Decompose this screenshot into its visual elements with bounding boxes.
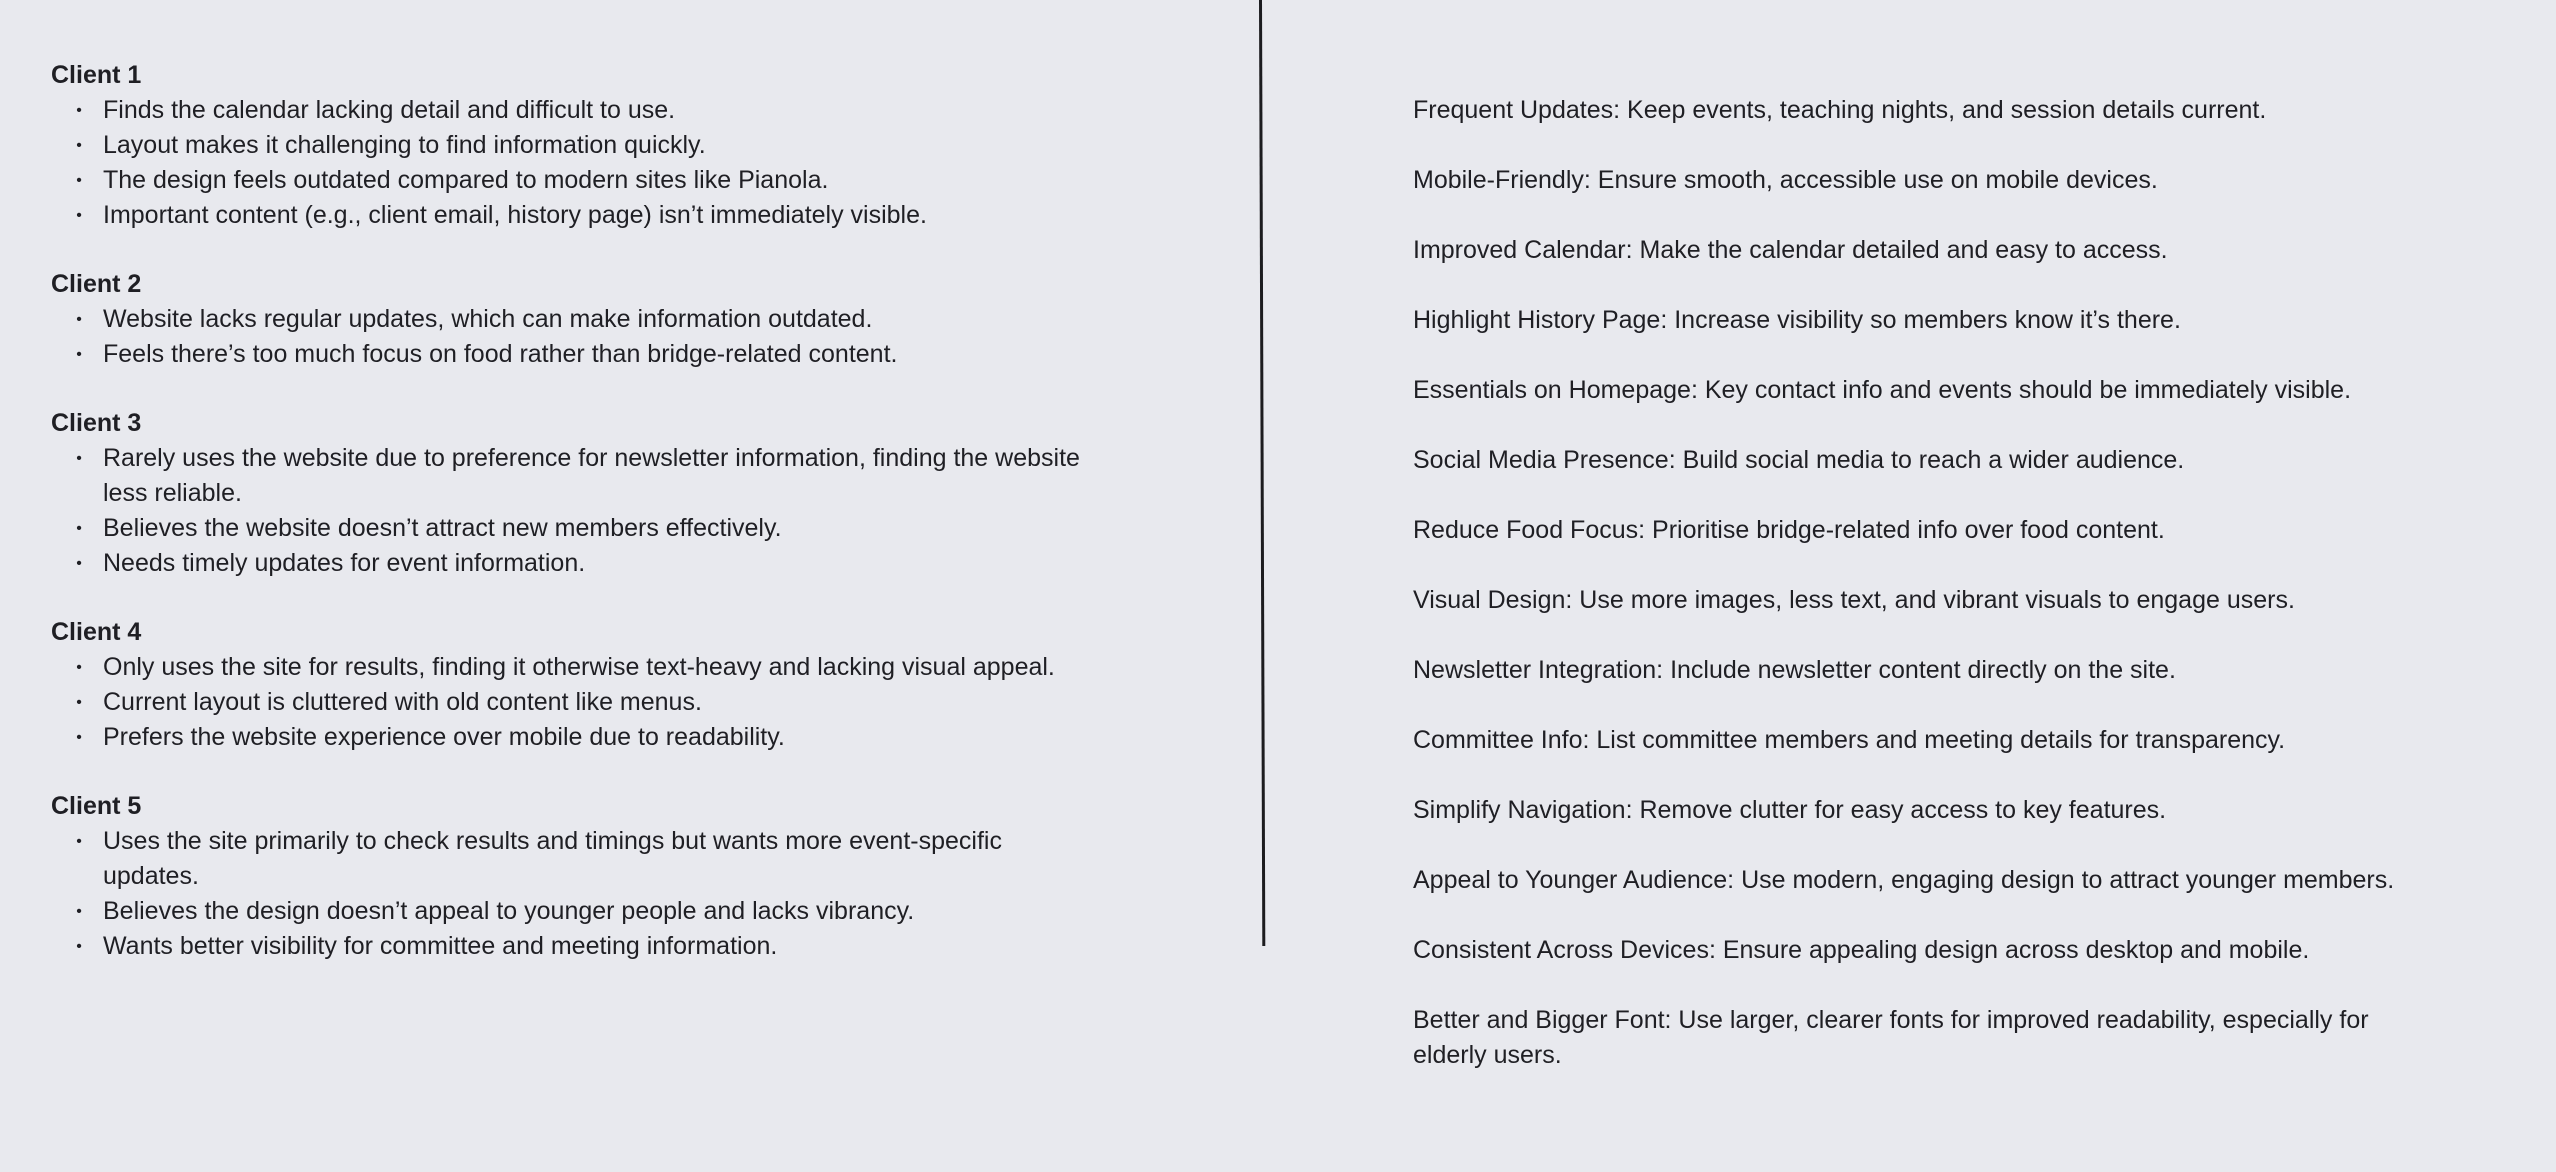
list-item [51, 650, 1091, 685]
client-5-heading: Client 5 [51, 792, 142, 820]
client-5-points [51, 824, 1091, 964]
bullet-icon: • [76, 207, 82, 224]
recommendation-item: Frequent Updates: Keep events, teaching nights, and session details current. [1413, 96, 2267, 124]
list-item [51, 302, 1091, 337]
recommendation-item: Social Media Presence: Build social media to reach a wider audience. [1413, 446, 2185, 474]
recommendation-item: Mobile-Friendly: Ensure smooth, accessible use on mobile devices. [1413, 166, 2158, 194]
point-text: Website lacks regular updates, which can make information outdated. [103, 305, 873, 333]
client-1-points [51, 93, 1091, 233]
point-text: Finds the calendar lacking detail and difficult to use. [103, 96, 676, 124]
recommendation-item: Highlight History Page: Increase visibility so members know it’s there. [1413, 306, 2181, 334]
list-item [51, 929, 1091, 964]
client-1-heading: Client 1 [51, 61, 142, 89]
list-item [51, 441, 1091, 511]
list-item [51, 824, 1091, 894]
bullet-icon: • [76, 659, 82, 676]
list-item [51, 337, 1091, 372]
list-item [51, 198, 1091, 233]
bullet-icon: • [76, 311, 82, 328]
point-text: Important content (e.g., client email, history page) isn’t immediately visible. [103, 201, 927, 229]
bullet-icon: • [76, 172, 82, 189]
point-text: Rarely uses the website due to preference for newsletter information, finding the website less reliable. [103, 444, 1080, 507]
list-item [51, 720, 1091, 755]
list-item [51, 894, 1091, 929]
recommendations-column [1413, 93, 2433, 1108]
recommendation-item: Improved Calendar: Make the calendar detailed and easy to access. [1413, 236, 2168, 264]
bullet-icon: • [76, 102, 82, 119]
recommendation-item: Visual Design: Use more images, less text, and vibrant visuals to engage users. [1413, 586, 2295, 614]
client-2-points [51, 302, 1091, 372]
point-text: Believes the website doesn’t attract new members effectively. [103, 514, 782, 542]
recommendation-item: Simplify Navigation: Remove clutter for easy access to key features. [1413, 796, 2167, 824]
point-text: Believes the design doesn’t appeal to younger people and lacks vibrancy. [103, 897, 915, 925]
list-item [51, 163, 1091, 198]
bullet-icon: • [76, 520, 82, 537]
list-item [51, 511, 1091, 546]
recommendation-item: Newsletter Integration: Include newsletter content directly on the site. [1413, 656, 2176, 684]
bullet-icon: • [76, 137, 82, 154]
client-4-heading: Client 4 [51, 618, 142, 646]
point-text: Needs timely updates for event information. [103, 549, 586, 577]
client-3-heading: Client 3 [51, 409, 142, 437]
client-2-block [51, 267, 1091, 372]
client-5-block [51, 789, 1091, 964]
point-text: Prefers the website experience over mobile due to readability. [103, 723, 785, 751]
client-feedback-column [51, 58, 1091, 998]
point-text: Layout makes it challenging to find information quickly. [103, 131, 706, 159]
bullet-icon: • [76, 450, 82, 467]
point-text: Uses the site primarily to check results and timings but wants more event-specific updates. [103, 827, 1002, 890]
point-text: Feels there’s too much focus on food rather than bridge-related content. [103, 340, 898, 368]
client-4-points [51, 650, 1091, 755]
column-divider [1259, 0, 1265, 946]
bullet-icon: • [76, 346, 82, 363]
point-text: Only uses the site for results, finding it otherwise text-heavy and lacking visual appeal. [103, 653, 1055, 681]
point-text: The design feels outdated compared to modern sites like Pianola. [103, 166, 829, 194]
recommendation-item: Consistent Across Devices: Ensure appealing design across desktop and mobile. [1413, 936, 2310, 964]
bullet-icon: • [76, 938, 82, 955]
list-item [51, 93, 1091, 128]
client-4-block [51, 615, 1091, 755]
recommendation-item: Reduce Food Focus: Prioritise bridge-related info over food content. [1413, 516, 2165, 544]
recommendation-item: Better and Bigger Font: Use larger, clearer fonts for improved readability, especially for elderly users. [1413, 1006, 2369, 1069]
bullet-icon: • [76, 903, 82, 920]
recommendation-item: Essentials on Homepage: Key contact info and events should be immediately visible. [1413, 376, 2352, 404]
bullet-icon: • [76, 694, 82, 711]
bullet-icon: • [76, 555, 82, 572]
client-3-points [51, 441, 1091, 581]
list-item [51, 128, 1091, 163]
bullet-icon: • [76, 833, 82, 850]
recommendation-item: Committee Info: List committee members and meeting details for transparency. [1413, 726, 2286, 754]
point-text: Current layout is cluttered with old content like menus. [103, 688, 702, 716]
list-item [51, 546, 1091, 581]
list-item [51, 685, 1091, 720]
client-3-block [51, 406, 1091, 581]
client-1-block [51, 58, 1091, 233]
point-text: Wants better visibility for committee and meeting information. [103, 932, 778, 960]
recommendation-item: Appeal to Younger Audience: Use modern, engaging design to attract younger members. [1413, 866, 2395, 894]
client-2-heading: Client 2 [51, 270, 142, 298]
bullet-icon: • [76, 729, 82, 746]
